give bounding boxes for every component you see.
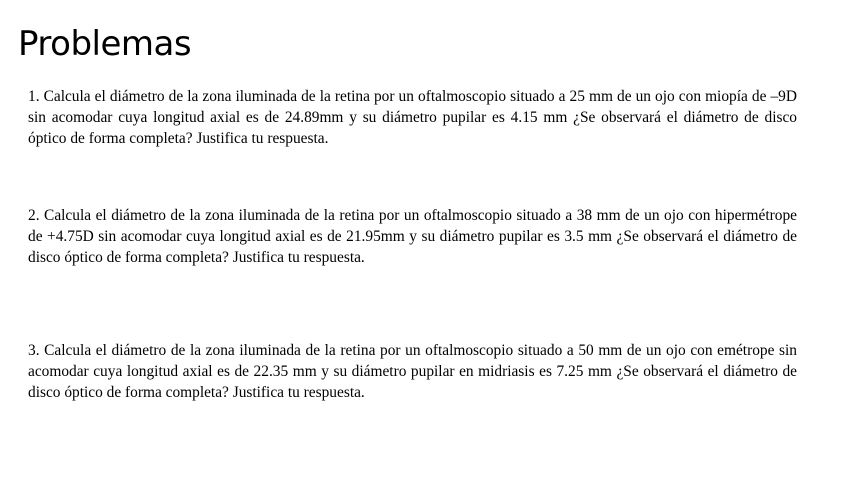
problem-3: 3. Calcula el diámetro de la zona iluminada de la retina por un oftalmoscopio situado a 50 mm de un ojo con emétrope sin acomodar cuya longitud axial es de 22.35 mm y su diámetro pupilar en midriasis es 7.25 mm ¿Se observará el diámetro de disco óptico de forma completa? Justifica tu respuesta. [28,342,797,401]
problem-1: 1. Calcula el diámetro de la zona iluminada de la retina por un oftalmoscopio situado a 25 mm de un ojo con miopía de –9D sin acomodar cuya longitud axial es de 24.89mm y su diámetro pupilar es 4.15 mm ¿Se observará el diámetro de disco óptico de forma completa? Justifica tu respuesta. [28,88,797,147]
page-title: Problemas [18,24,192,64]
problem-2: 2. Calcula el diámetro de la zona iluminada de la retina por un oftalmoscopio situado a 38 mm de un ojo con hipermétrope de +4.75D sin acomodar cuya longitud axial es de 21.95mm y su diámetro pupilar es 3.5 mm ¿Se observará el diámetro de disco óptico de forma completa? Justifica tu respuesta. [28,207,797,266]
